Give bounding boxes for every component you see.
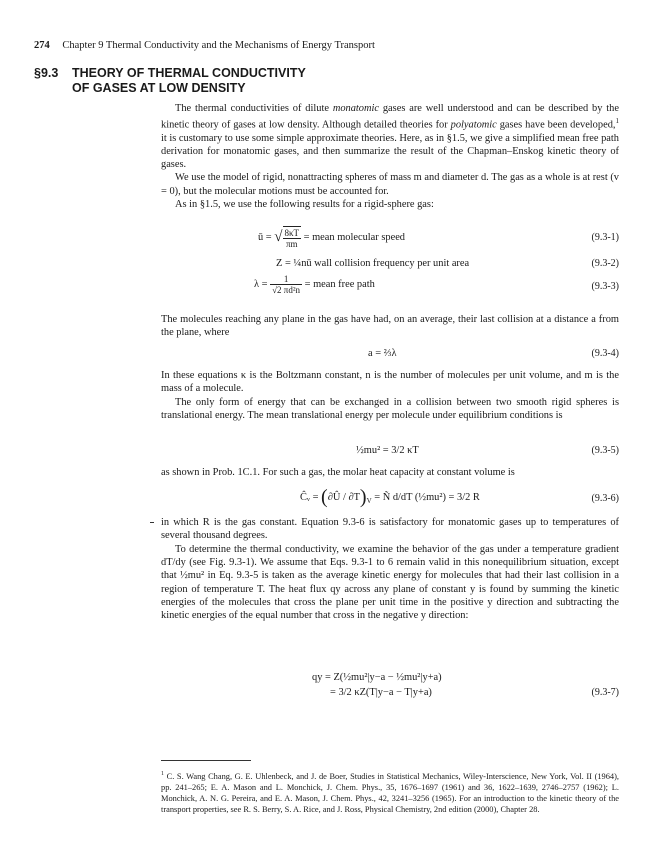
- eq-number-9-3-2: (9.3-2): [591, 258, 619, 269]
- paragraph-gas-constant: in which R is the gas constant. Equation 9.3-6 is satisfactory for monatomic gases up to temperatures of several thousand degrees.: [161, 517, 619, 542]
- footnote-mark: 1: [161, 771, 164, 777]
- eq1-rhs: = mean molecular speed: [301, 231, 405, 243]
- eq-number-9-3-3: (9.3-3): [591, 281, 619, 292]
- section-title-line-2: OF GASES AT LOW DENSITY: [72, 81, 246, 95]
- paragraph-collision-distance: The molecules reaching any plane in the gas have had, on an average, their last collision at a distance a from the plane, where: [161, 314, 619, 339]
- intro-text-4: it is customary to use some simple approximate theories. Here, as in §1.5, we give a simplified mean free path derivation for monatomic gases, and then summarize the result of the Chapman–Enskog kinetic theory of gases.: [161, 132, 619, 171]
- footnote-rule: [161, 760, 251, 761]
- eq-number-9-3-7: (9.3-7): [591, 687, 619, 698]
- heat-flux-text: To determine the thermal conductivity, we examine the behavior of the gas under a temperature gradient dT/dy (see Fig. 9.3-1). We assume that Eqs. 9.3-1 to 6 remain valid in this nonequilibrium situation, except that ½mu² in Eq. 9.3-5 is taken as the average kinetic energy for molecules that had their last collision in a region of temperature T. The heat flux qy across any plane of constant y is found by summing the kinetic energies of the molecules that cross the plane per unit time in the positive y direction and subtracting the kinetic energies of the equal number that cross in the negative y direction:: [161, 544, 619, 622]
- eq1-numerator: 8κT: [284, 228, 300, 238]
- page-number: 274: [34, 40, 50, 51]
- running-title: Chapter 9 Thermal Conductivity and the Mechanisms of Energy Transport: [62, 40, 375, 51]
- eq3-lhs: λ =: [254, 278, 271, 290]
- paragraph-results-intro: As in §1.5, we use the following results for a rigid-sphere gas:: [175, 198, 434, 210]
- equation-9-3-1: ū = √ $\frac{8\kappa T}{\pi m}$ = mean molecular speed: [258, 228, 405, 249]
- eq3-rhs: = mean free path: [302, 278, 375, 290]
- paragraph-symbols: In these equations κ is the Boltzmann constant, n is the number of molecules per unit volume, and m is the mass of a molecule.: [161, 370, 619, 395]
- eq6-subscript: V: [366, 496, 372, 505]
- paragraph-intro: [161, 102, 619, 211]
- eq3-numerator: 1: [270, 274, 302, 285]
- footnote: [161, 769, 619, 815]
- section-heading: [34, 66, 306, 96]
- equation-9-3-7-line-1: qy = Z(½mu²|y−a − ½mu²|y+a): [312, 672, 442, 683]
- eq6-lhs: Ĉᵥ =: [300, 491, 322, 503]
- paragraph-energy-exchange: [161, 396, 619, 422]
- eq1-denominator: πm: [286, 239, 298, 249]
- intro-emph-polyatomic: polyatomic: [450, 119, 497, 131]
- eq1-lhs: ū =: [258, 231, 275, 243]
- equation-9-3-2: Z = ¼nū wall collision frequency per unit area: [276, 258, 470, 269]
- eq3-denominator: √2 πd²n: [272, 285, 301, 295]
- eq-number-9-3-4: (9.3-4): [591, 348, 619, 359]
- footnote-ref: 1: [615, 117, 619, 126]
- eq-number-9-3-5: (9.3-5): [591, 445, 619, 456]
- intro-text-2: gases are well understood and can be described by the kinetic theory of gases at low density. Although detailed theories for: [161, 103, 619, 131]
- eq-number-9-3-1: (9.3-1): [591, 232, 619, 243]
- paragraph-heat-flux: [161, 543, 619, 622]
- equation-9-3-7-line-2: = 3/2 κZ(T|y−a − T|y+a): [330, 687, 432, 698]
- eq6-rhs: = Ñ d/dT (½mu²) = 3/2 R: [371, 491, 480, 503]
- intro-emph-monatomic: monatomic: [332, 103, 379, 114]
- footnote-text: C. S. Wang Chang, G. E. Uhlenbeck, and J. de Boer, Studies in Statistical Mechanics, Wiley-Interscience, New York, Vol. II (1964), pp. 241–265; E. A. Mason and L. Monchick, J. Chem. Phys., 35, 1676–1697 (1961) and 36, 1622–1639, 2746–2757 (1962); L. Monchick, A. N. G. Pereira, and E. A. Mason, J. Chem. Phys., 42, 3241–3256 (1965). For an introduction to the kinetic theory of the transport properties, see R. S. Berry, S. A. Rice, and J. Ross, Physical Chemistry, 2nd edition (2000), Chapter 28.: [161, 771, 619, 814]
- equation-9-3-5: ½mu² = 3/2 κT: [356, 445, 419, 456]
- energy-exchange-text: The only form of energy that can be exchanged in a collision between two smooth rigid spheres is translational energy. The mean translational energy per molecule under equilibrium conditions is: [161, 397, 619, 422]
- equation-9-3-6: Ĉᵥ = (∂Û / $\partial T)_V$ = Ñ d/dT (½mu²) = 3/2 R: [300, 486, 480, 508]
- running-header: [34, 40, 375, 51]
- paragraph-heat-capacity: as shown in Prob. 1C.1. For such a gas, the molar heat capacity at constant volume is: [161, 467, 515, 478]
- intro-text-1: The thermal conductivities of dilute: [175, 103, 333, 114]
- paragraph-model: We use the model of rigid, nonattracting spheres of mass m and diameter d. The gas as a whole is at rest (v = 0), but the molecular motions must be accounted for.: [161, 172, 619, 197]
- eq6-partial: ∂Û / ∂T: [327, 491, 360, 503]
- eq-number-9-3-6: (9.3-6): [591, 493, 619, 504]
- section-title-line-1: THEORY OF THERMAL CONDUCTIVITY: [72, 66, 306, 80]
- equation-9-3-3: [254, 274, 375, 295]
- intro-text-3: gases have been developed,: [496, 119, 616, 131]
- section-number: §9.3: [34, 66, 59, 80]
- margin-mark: [150, 522, 154, 523]
- equation-9-3-4: a = ⅔λ: [368, 348, 397, 359]
